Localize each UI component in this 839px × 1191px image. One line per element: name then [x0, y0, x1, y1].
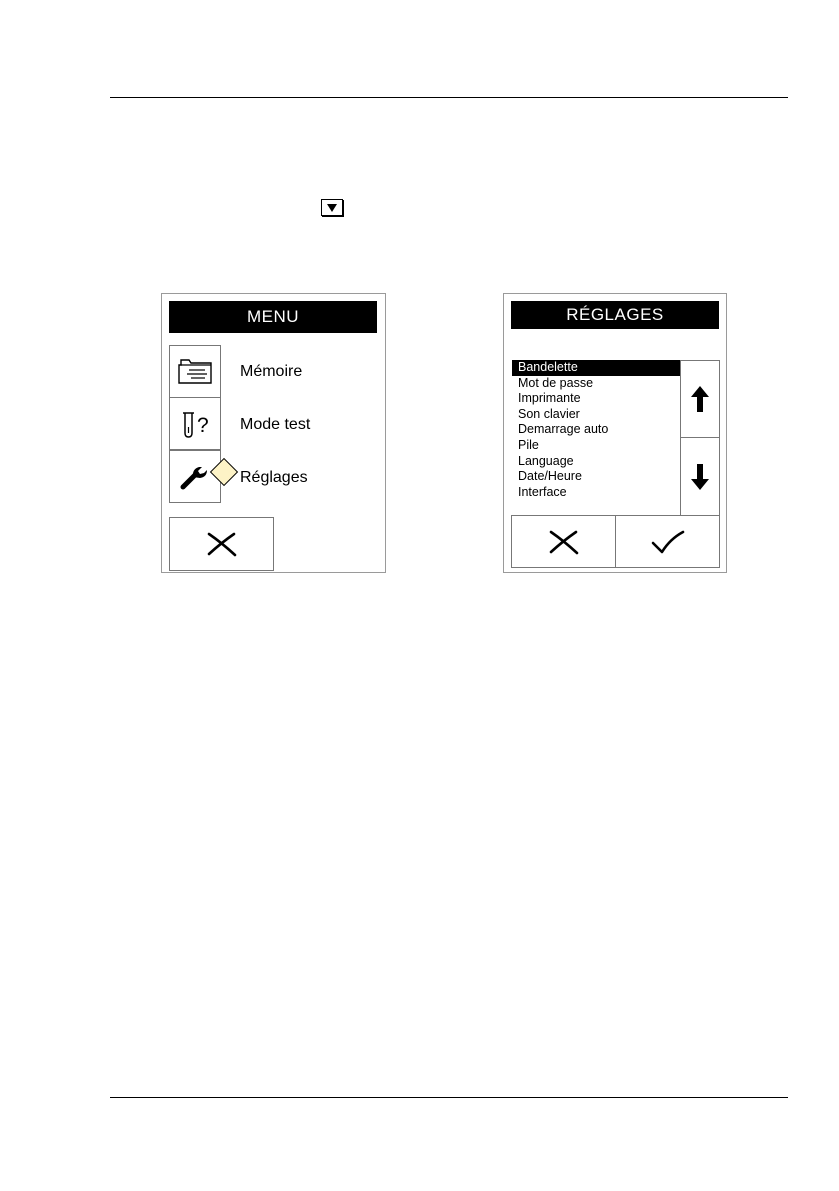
menu-screen — [161, 293, 386, 573]
test-tube-question-icon — [178, 409, 212, 439]
wrench-icon — [180, 463, 210, 491]
settings-option[interactable]: Language — [518, 453, 574, 468]
down-arrow-key-icon — [321, 199, 343, 216]
reglages-screen — [503, 293, 727, 573]
memoire-button[interactable] — [169, 345, 221, 398]
settings-option[interactable]: Demarrage auto — [518, 422, 609, 437]
close-x-icon — [547, 529, 581, 555]
menu-title: MENU — [169, 301, 377, 333]
menu-close-button[interactable] — [169, 517, 274, 571]
mode-test-button[interactable] — [169, 397, 221, 450]
reglages-button[interactable] — [169, 450, 221, 503]
menu-item-reglages-label[interactable]: Réglages — [240, 469, 308, 486]
settings-cancel-button[interactable] — [511, 515, 616, 568]
settings-confirm-button[interactable] — [615, 515, 720, 568]
settings-option[interactable]: Mot de passe — [518, 375, 594, 390]
arrow-up-icon — [690, 385, 710, 413]
settings-option-selected[interactable]: Bandelette — [512, 360, 682, 376]
close-x-icon — [205, 531, 239, 557]
settings-option[interactable]: Imprimante — [518, 391, 581, 406]
arrow-down-icon — [690, 463, 710, 491]
menu-item-memoire-label[interactable]: Mémoire — [240, 363, 303, 380]
svg-text:?: ? — [197, 413, 209, 437]
settings-option[interactable]: Interface — [518, 484, 567, 499]
checkmark-icon — [650, 529, 686, 555]
settings-option[interactable]: Son clavier — [518, 406, 580, 421]
scroll-up-button[interactable] — [680, 360, 720, 438]
settings-list — [512, 360, 682, 500]
reglages-title: RÉGLAGES — [511, 301, 719, 329]
settings-option[interactable]: Date/Heure — [518, 469, 582, 484]
scroll-down-button[interactable] — [680, 437, 720, 516]
folder-document-icon — [177, 359, 213, 385]
settings-option[interactable]: Pile — [518, 437, 539, 452]
footer-rule — [110, 1097, 788, 1098]
menu-item-mode-test-label[interactable]: Mode test — [240, 416, 311, 433]
header-rule — [110, 97, 788, 98]
